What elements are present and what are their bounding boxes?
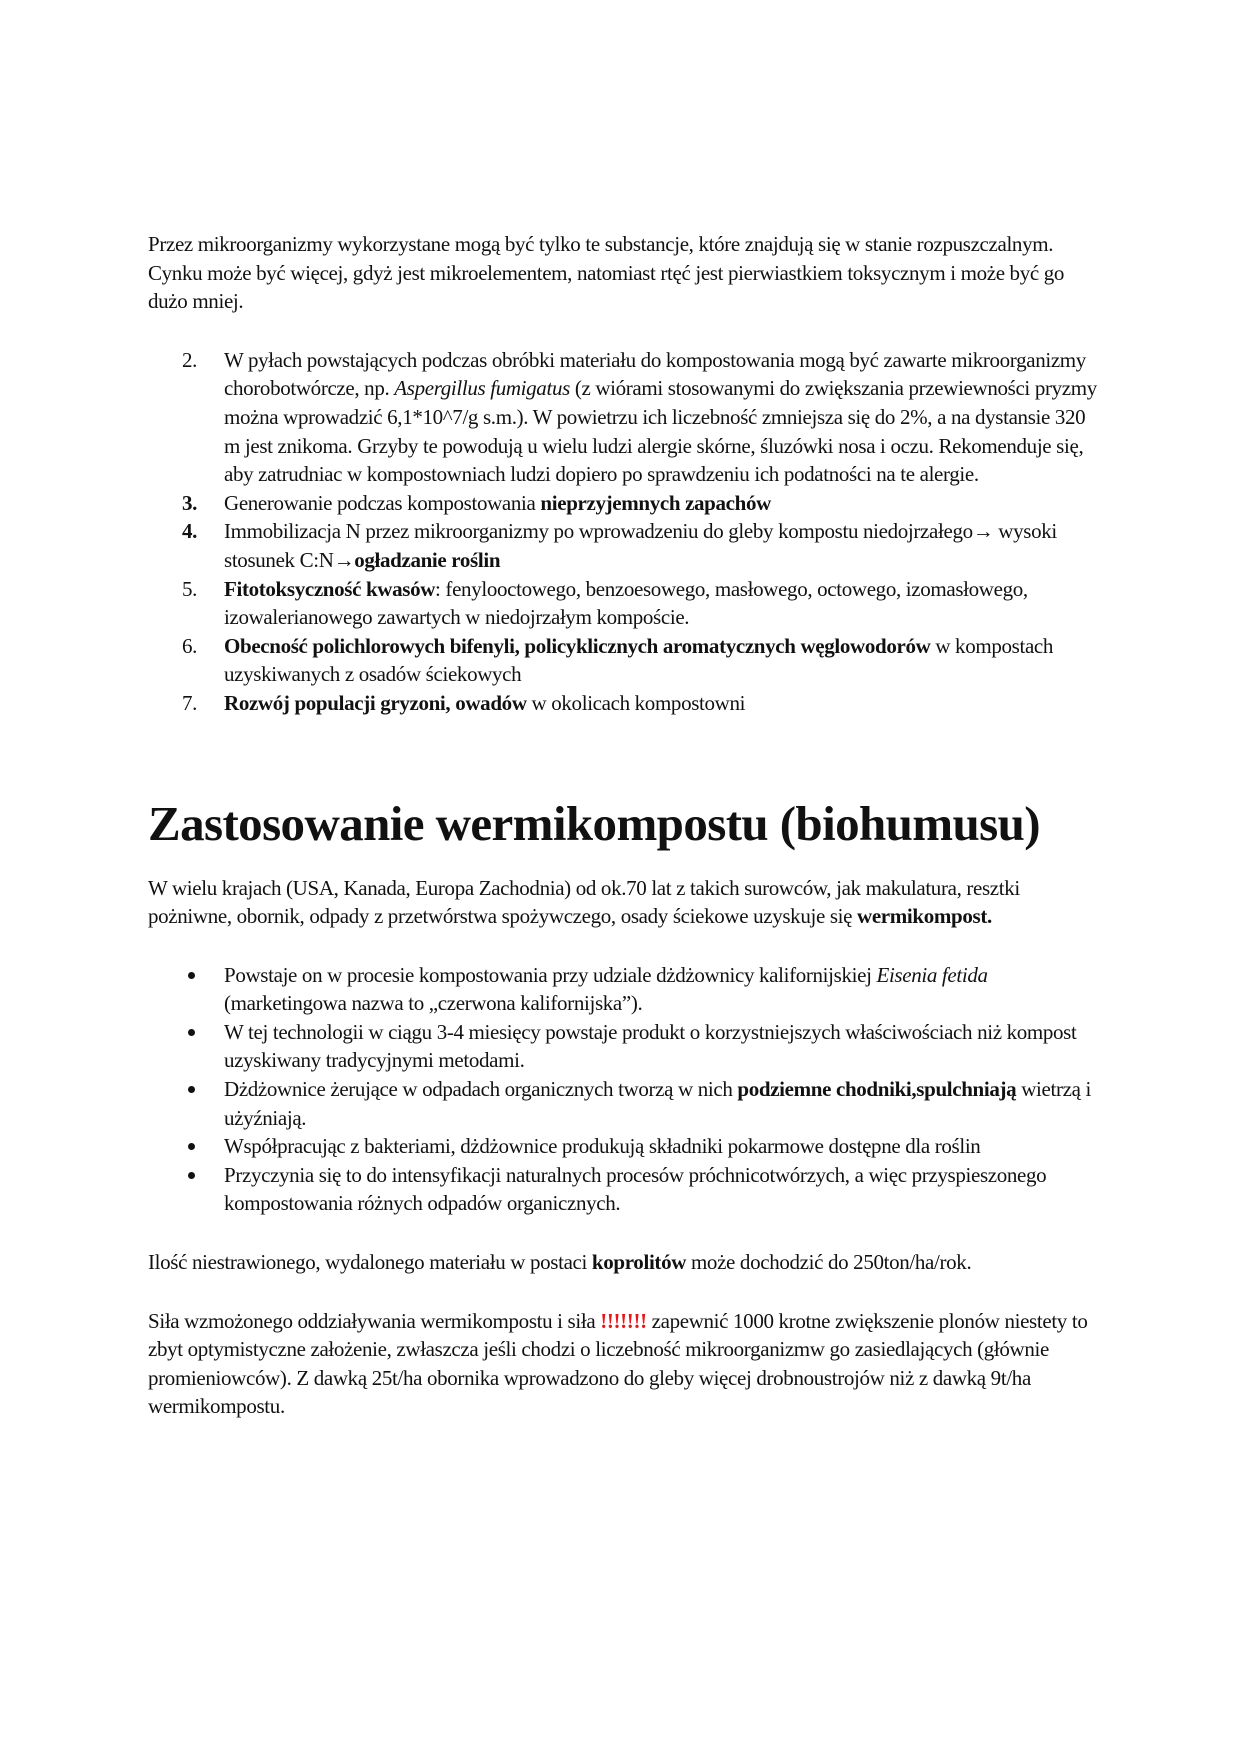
list-number: 4. (182, 519, 198, 544)
arrow-right-icon: → (972, 519, 994, 544)
bullet-item: W tej technologii w ciągu 3-4 miesięcy powstaje produkt o korzystniejszych właściwościach niż kompost uzyskiwany tradycyjnymi metodami. (148, 1018, 1098, 1075)
intro-paragraph: Przez mikroorganizmy wykorzystane mogą być tylko te substancje, które znajdują się w stanie rozpuszczalnym. Cynku może być więcej, gdyż jest mikroelementem, natomiast rtęć jest pierwiastkiem toksycznym i może być go dużo mniej. (148, 232, 1065, 314)
list-number: 5. (182, 576, 198, 601)
section-intro-paragraph: W wielu krajach (USA, Kanada, Europa Zachodnia) od ok.70 lat z takich surowców, jak makulatura, resztki pożniwne, obornik, odpady z przetwórstwa spożywczego, osady ściekowe uzyskuje się wermikompost. (148, 875, 1020, 929)
bullet-item: Współpracując z bakteriami, dżdżownice produkują składniki pokarmowe dostępne dla roślin (148, 1132, 1098, 1161)
list-item-3: 3. Generowanie podczas kompostowania nieprzyjemnych zapachów (148, 489, 1098, 518)
exclamation-emphasis: !!!!!!! (600, 1308, 647, 1333)
species-name: Aspergillus fumigatus (394, 376, 570, 401)
list-item-6: 6. Obecność polichlorowych bifenyli, policyklicznych aromatycznych węglowodorów w kompostach uzyskiwanych z osadów ściekowych (182, 633, 1054, 687)
bullet-item: Dżdżownice żerujące w odpadach organicznych tworzą w nich podziemne chodniki,spulchniają wietrzą i użyźniają. (148, 1075, 1098, 1132)
list-item-2: 2. W pyłach powstających podczas obróbki materiału do kompostowania mogą być zawarte mikroorganizmy chorobotwórcze, np. Aspergillus fumigatus (z wiórami stosowanymi do zwiększania przewiewności pryzmy można wprowadzić 6,1*10^7/g s.m.). W powietrzu ich liczebność zmniejsza się do 2%, a na dystansie 320 m jest znikoma. Grzyby te powodują u wielu ludzi alergie skórne, śluzówki nosa i oczu. Rekomenduje się, aby zatrudniac w kompostowniach ludzi dopiero po sprawdzeniu ich podatności na te alergie. (182, 347, 1097, 487)
arrow-right-icon: → (333, 547, 355, 572)
closing-paragraph: Siła wzmożonego oddziaływania wermikompostu i siła !!!!!!! zapewnić 1000 krotne zwiększenie plonów niestety to zbyt optymistyczne założenie, zwłaszcza jeśli chodzi o liczebność mikroorganizmw go zasiedlających (głównie promieniowców). Z dawką 25t/ha obornika wprowadzono do gleby więcej drobnoustrojów niż z dawką 9t/ha wermikompostu. (148, 1308, 1088, 1419)
bullet-item: Przyczynia się to do intensyfikacji naturalnych procesów próchnicotwórzych, a więc przyspieszonego kompostowania różnych odpadów organicznych. (148, 1161, 1098, 1218)
document-page (148, 230, 1098, 1421)
list-number: 7. (182, 690, 198, 715)
section-heading: Zastosowanie wermikompostu (biohumusu) (148, 795, 1041, 851)
list-item-7: 7. Rozwój populacji gryzoni, owadów w okolicach kompostowni (148, 689, 1098, 718)
species-name: Eisenia fetida (876, 962, 988, 987)
bullet-item: Powstaje on w procesie kompostowania przy udziale dżdżownicy kalifornijskiej Eisenia fetida (marketingowa nazwa to „czerwona kalifornijska”). (148, 961, 1098, 1018)
list-number: 2. (182, 347, 198, 372)
bullet-icon (188, 1029, 195, 1036)
list-number: 3. (182, 490, 198, 515)
bullet-icon (188, 1172, 195, 1179)
list-number: 6. (182, 633, 198, 658)
bullet-icon (188, 972, 195, 979)
list-item-5: 5. Fitotoksyczność kwasów: fenylooctowego, benzoesowego, masłowego, octowego, izomasłowego, izowalerianowego zawartych w niedojrzałym kompoście. (182, 576, 1028, 630)
list-item-4: 4. Immobilizacja N przez mikroorganizmy po wprowadzeniu do gleby kompostu niedojrzałego→ wysoki stosunek C:N→ogładzanie roślin (182, 519, 1057, 572)
bullet-icon (188, 1143, 195, 1150)
numbered-list (148, 346, 1098, 718)
koprolity-paragraph: Ilość niestrawionego, wydalonego materiału w postaci koprolitów może dochodzić do 250ton/ha/rok. (148, 1250, 972, 1275)
bullet-list (148, 961, 1098, 1218)
bullet-icon (188, 1086, 195, 1093)
